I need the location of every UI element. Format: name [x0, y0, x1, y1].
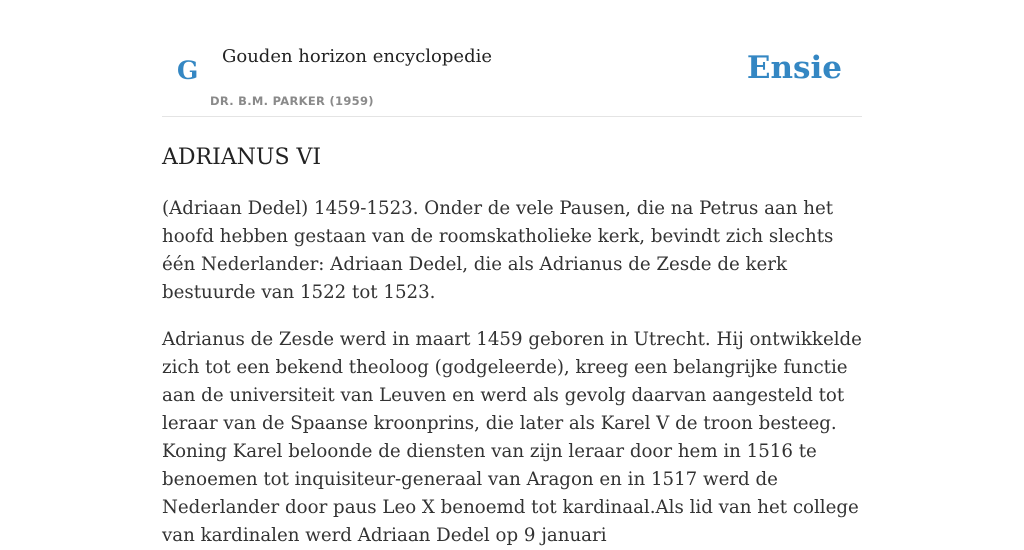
source-logo[interactable]: G	[177, 56, 199, 85]
header	[162, 0, 862, 117]
source-title[interactable]: Gouden horizon encyclopedie	[222, 46, 492, 67]
brand-logo[interactable]: Ensie	[746, 50, 842, 86]
article-paragraph-2: Adrianus de Zesde werd in maart 1459 geboren in Utrecht. Hij ontwikkelde zich tot een bekend theoloog (godgeleerde), kreeg een belangrijke functie aan de universiteit van Leuven en werd als gevolg daarvan aangesteld tot leraar van de Spaanse kroonprins, die later als Karel V de troon besteeg. Koning Karel beloonde de diensten van zijn leraar door hem in 1516 te benoemen tot inquisiteur-generaal van Aragon en in 1517 werd de Nederlander door paus Leo X benoemd tot kardinaal.Als lid van het college van kardinalen werd Adriaan Dedel op 9 januari	[162, 329, 862, 546]
source-author: DR. B.M. PARKER (1959)	[210, 94, 374, 108]
article-paragraph-1: (Adriaan Dedel) 1459-1523. Onder de vele Pausen, die na Petrus aan het hoofd hebben gestaan van de roomskatholieke kerk, bevindt zich slechts één Nederlander: Adriaan Dedel, die als Adrianus de Zesde de kerk bestuurde van 1522 tot 1523.	[162, 198, 834, 303]
page	[162, 0, 862, 550]
article-title: ADRIANUS VI	[162, 145, 322, 170]
